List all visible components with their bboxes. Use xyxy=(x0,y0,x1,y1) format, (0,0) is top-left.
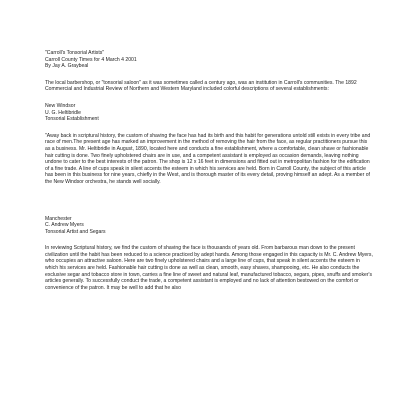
intro-paragraph: The local barbershop, or "tonsorial saloon" as it was sometimes called a century ago, was an institution in Carroll's communities. The 1892 Commercial and Industrial Review of Northern and Western Maryland included colorful descriptions of several establishments: xyxy=(45,79,357,93)
section-text: "Away back in scriptural history, the custom of shaving the face has had its birth and this habit for generations untold still exists in every tribe and race of men.The present age has marked an improvement in the method of removing the hair from the face, as regular practitioners pursue this as a business. Mr. Heltibridle in August, 1890, located here and conducts a fine establishment, where a comfortable, clean shave or fashionable hair cutting is done. Two finely upholstered chairs are in use, and a competent assistant is employed as occasion demands, leaving nothing undone to cater to the best interests of the patron. The shop is 12 x 16 feet in dimensions and fitted out in metropolitan fashion for the edification of a fine trade. A line of cups speak in silent accents the esteem in which his services are held. Born in Carroll County, the subject of this article has been in this business for nine years, chiefly in the West, and is thorough master of its every detail, proving himself an adept. As a member of the New Windsor orchestra, he stands well socially. xyxy=(45,132,371,185)
document-body xyxy=(45,50,373,291)
section-proprietor: C. Andrew Myers xyxy=(45,222,84,229)
section-business: Tonsorial Establishment xyxy=(45,116,99,123)
section-proprietor: U. G. Heltibridle xyxy=(45,109,81,116)
article-title: "Carroll's Tonsorial Artists" xyxy=(45,50,105,56)
section-business: Tonsorial Artist and Segars xyxy=(45,228,106,235)
section-place: Manchester xyxy=(45,215,72,222)
section-text: In reviewing Scriptural history, we find the custom of shaving the face is thousands of years old. From barbarous man down to the present civilization until the habit has been reduced to a science practiced by adept hands. Among those engaged in this capacity is Mr. C. Andrew Myers, who occupies an attractive saloon. Here are two finely upholstered chairs and a large line of cups, that speak in silent accents the esteem in which his services are held. Fashionable hair cutting is done as well as clean, smooth, easy shaves, shampooing, etc. He also conducts the exclusive segar and tobacco store in town, carries a fine line of sweet and natural leaf, manufactured tobacco, segars, pipes, snuffs and smoker's articles generally. To successfully conduct the trade, a competent assistant is employed and no lack of attention bestowed on the comfort or convenience of the patron. It may be well to add that he also xyxy=(45,245,373,291)
section-place: New Windsor xyxy=(45,102,76,109)
article-source: Carroll County Times for 4 March 4 2001 xyxy=(45,56,137,63)
article-author: By Jay A. Graybeal xyxy=(45,63,89,70)
